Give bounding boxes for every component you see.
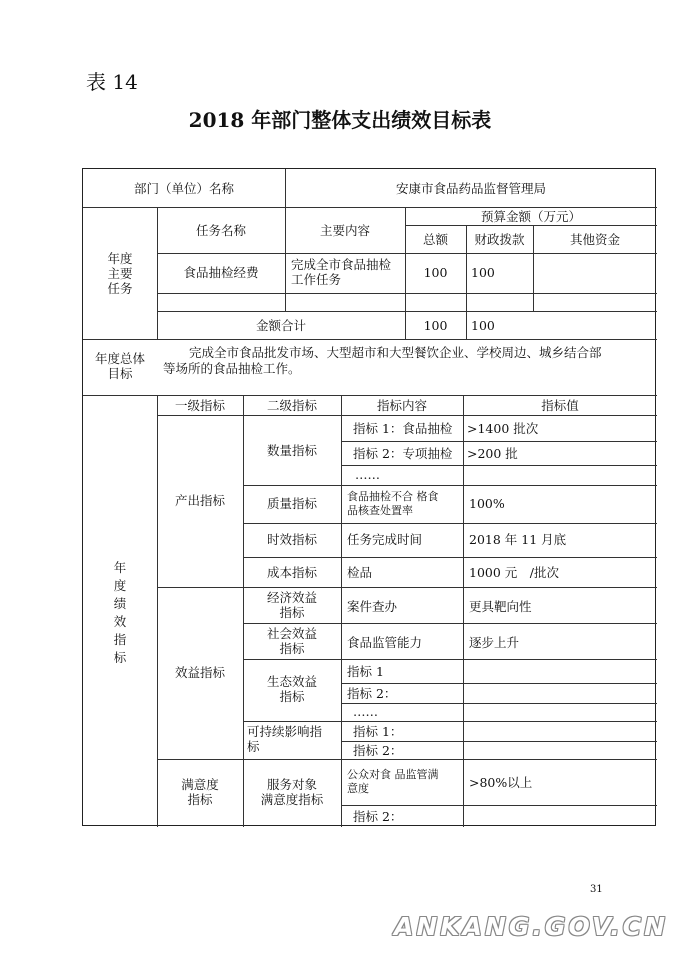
sus1-content: 指标 1： [353,724,403,739]
grid-line [341,683,657,684]
sat2-content: 指标 2： [353,809,403,824]
performance-table [82,168,656,826]
service-satisfaction-indicator: 服务对象 满意度指标 [260,777,324,807]
page-number: 31 [590,884,603,895]
grid-line [243,721,657,722]
grid-line [341,395,342,827]
grid-line [157,587,657,588]
economic-indicator: 经济效益 指标 [266,590,317,620]
eco-indicator: 生态效益 指标 [266,674,317,704]
economic-value: 更具靶向性 [469,599,532,614]
col-indicator-value: 指标值 [541,398,579,413]
cost-content: 检品 [347,565,373,580]
grid-line [157,253,657,254]
social-content: 食品监管能力 [347,635,423,650]
col-budget: 预算金额（万元） [480,209,581,224]
task-content: 完成全市食品抽检 工作任务 [291,257,392,287]
page-title: 2018 年部门整体支出绩效目标表 [188,108,492,132]
quality-value: 100% [469,496,505,511]
grid-line [243,557,657,558]
task-total: 100 [423,265,448,280]
social-value: 逐步上升 [469,635,520,650]
col-fiscal: 财政拨款 [474,232,525,247]
quality-indicator: 质量指标 [266,496,317,511]
q2-value: >200 批 [467,446,518,461]
table-label: 表 14 [86,70,138,94]
sum-label: 金额合计 [255,318,306,333]
grid-line [463,395,464,827]
overall-goal-line1: 完成全市食品批发市场、大型超市和大型餐饮企业、学校周边、城乡结合部 [189,345,602,360]
grid-line [157,415,657,416]
timeliness-indicator: 时效指标 [266,532,317,547]
watermark: ANKANG.GOV.CN [394,912,669,941]
eco1-content: 指标 1 [347,664,384,679]
col-total: 总额 [422,232,448,247]
grid-line [157,311,657,312]
tasks-section-label: 年度 主要 任务 [107,251,133,296]
output-indicator: 产出指标 [174,493,225,508]
social-indicator: 社会效益 指标 [266,626,317,656]
time-content: 任务完成时间 [347,532,423,547]
grid-line [243,659,657,660]
sat-content: 公众对食 品监管满 意度 [347,768,439,795]
time-value: 2018 年 11 月底 [469,532,567,547]
satisfaction-indicator: 满意度 指标 [181,777,219,807]
grid-line [157,293,657,294]
sat-value: >80%以上 [469,775,533,790]
task-name: 食品抽检经费 [183,265,259,280]
overall-goal-label: 年度总体 目标 [94,351,145,381]
col-level1: 一级指标 [174,398,225,413]
q1-content: 指标 1：食品抽检 [353,421,453,436]
grid-line [243,623,657,624]
grid-line [243,523,657,524]
cost-value: 1000 元 /批次 [469,565,559,580]
grid-line [341,465,657,466]
benefit-indicator: 效益指标 [174,665,225,680]
col-task-name: 任务名称 [195,223,246,238]
grid-line [341,741,657,742]
dept-value: 安康市食品药品监督管理局 [395,181,546,196]
grid-line [157,395,158,827]
grid-line [405,225,657,226]
sustain-indicator: 可持续影响指 标 [247,724,323,754]
task-fiscal: 100 [471,265,495,280]
perf-section-label: 年 度 绩 效 指 标 [113,560,127,665]
col-level2: 二级指标 [266,398,317,413]
eco-ellipsis: …… [353,704,378,719]
sum-fiscal: 100 [471,318,495,333]
grid-line [341,703,657,704]
sum-total: 100 [423,318,448,333]
col-other: 其他资金 [569,232,620,247]
grid-line [83,339,657,340]
dept-label: 部门（单位）名称 [133,181,234,196]
col-main-content: 主要内容 [319,223,370,238]
quality-content: 食品抽检不合 格食 品核查处置率 [347,490,439,517]
economic-content: 案件查办 [347,599,398,614]
cost-indicator: 成本指标 [266,565,317,580]
grid-line [83,207,657,208]
grid-line [83,395,657,396]
grid-line [243,485,657,486]
quantity-indicator: 数量指标 [266,443,317,458]
q2-content: 指标 2：专项抽检 [353,446,453,461]
col-indicator-content: 指标内容 [376,398,427,413]
q-ellipsis: …… [355,467,380,482]
grid-line [341,441,657,442]
grid-line [341,805,657,806]
sus2-content: 指标 2： [353,743,403,758]
grid-line [157,759,657,760]
q1-value: >1400 批次 [467,421,539,436]
eco2-content: 指标 2： [347,686,397,701]
overall-goal-line2: 等场所的食品抽检工作。 [163,361,301,376]
